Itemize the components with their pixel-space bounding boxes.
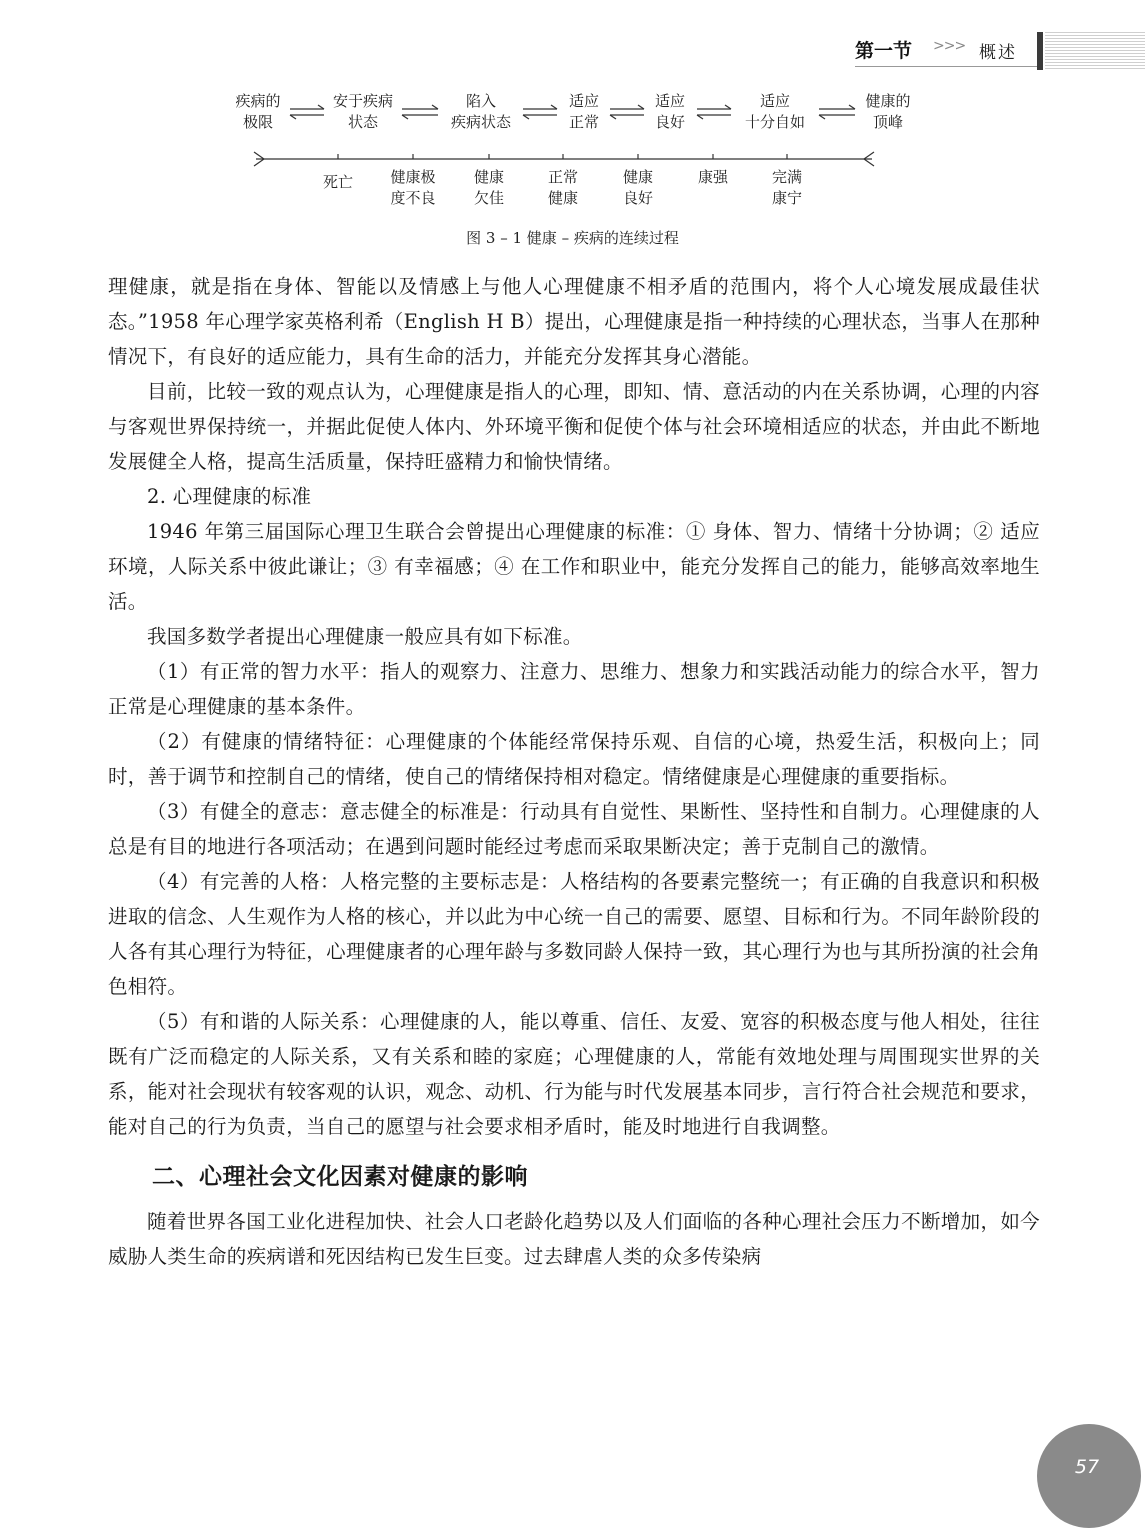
section-label: 第一节 — [855, 40, 913, 62]
paragraph: 理健康，就是指在身体、智能以及情感上与他人心理健康不相矛盾的范围内，将个人心境发展成最佳状态。”1958 年心理学家英格利希（English H B）提出，心理健康是指一种持续的心理状态，当事人在那种情况下，有良好的适应能力，具有生命的活力，并能充分发挥其身心潜能。 — [108, 275, 1040, 368]
tick-label-complete: 完满 康宁 — [771, 168, 802, 207]
tick-label-good: 健康 良好 — [622, 168, 653, 207]
list-item: （2）有健康的情绪特征：心理健康的个体能经常保持乐观、自信的心境，热爱生活，积极向上；同时，善于调节和控制自己的情绪，使自己的情绪保持相对稳定。情绪健康是心理健康的重要指标。 — [108, 730, 1040, 788]
health-continuum-figure — [0, 85, 1145, 260]
tick-label-strong: 康强 — [697, 168, 728, 186]
figure-caption: 图 3 – 1 健康 – 疾病的连续过程 — [466, 229, 679, 247]
tick-label-very-poor: 健康极 度不良 — [390, 168, 436, 207]
double-arrow-5 — [697, 105, 731, 119]
header-stripes — [1045, 32, 1145, 70]
double-arrow-2 — [402, 105, 438, 119]
state-settled-illness: 安于疾病 状态 — [332, 92, 393, 131]
page-number: 57 — [1074, 1456, 1100, 1478]
running-header — [855, 30, 1145, 68]
double-arrow-4 — [610, 105, 644, 119]
paragraph: 随着世界各国工业化进程加快、社会人口老龄化趋势以及人们面临的各种心理社会压力不断增加，如今威胁人类生命的疾病谱和死因结构已发生巨变。过去肆虐人类的众多传染病 — [108, 1210, 1040, 1268]
page-number-badge — [1037, 1424, 1141, 1528]
section-heading: 二、心理社会文化因素对健康的影响 — [152, 1164, 528, 1190]
state-adapt-normal: 适应 正常 — [568, 92, 599, 131]
paragraph: 1946 年第三届国际心理卫生联合会曾提出心理健康的标准：① 身体、智力、情绪十分协调；② 适应环境，人际关系中彼此谦让；③ 有幸福感；④ 在工作和职业中，能充分发挥自己的能力，能够高效率地生活。 — [108, 520, 1040, 613]
double-arrow-6 — [819, 105, 855, 119]
tick-label-death: 死亡 — [322, 173, 353, 191]
list-item: （4）有完善的人格：人格完整的主要标志是：人格结构的各要素完整统一；有正确的自我意识和积极进取的信念、人生观作为人格的核心，并以此为中心统一自己的需要、愿望、目标和行为。不同年龄阶段的人各有其心理行为特征，心理健康者的心理年龄与多数同龄人保持一致，其心理行为也与其所扮演的社会角色相符。 — [108, 870, 1040, 998]
tick-label-normal: 正常 健康 — [547, 168, 578, 207]
list-item: （3）有健全的意志：意志健全的标准是：行动具有自觉性、果断性、坚持性和自制力。心理健康的人总是有目的地进行各项活动；在遇到问题时能经过考虑而采取果断决定；善于克制自己的激情。 — [108, 800, 1040, 858]
paragraph: 目前，比较一致的观点认为，心理健康是指人的心理，即知、情、意活动的内在关系协调，心理的内容与客观世界保持统一，并据此促使人体内、外环境平衡和促使个体与社会环境相适应的状态，并由此不断地发展健全人格，提高生活质量，保持旺盛精力和愉快情绪。 — [108, 380, 1040, 473]
header-rule — [855, 66, 1037, 67]
state-falling-ill: 陷入 疾病状态 — [450, 92, 511, 131]
state-adapt-good: 适应 良好 — [654, 92, 685, 131]
state-adapt-ease: 适应 十分自如 — [744, 92, 805, 131]
list-item: （5）有和谐的人际关系：心理健康的人，能以尊重、信任、友爱、宽容的积极态度与他人相处，往往既有广泛而稳定的人际关系，又有关系和睦的家庭；心理健康的人，常能有效地处理与周围现实世界的关系，能对社会现状有较客观的认识，观念、动机、行为能与时代发展基本同步，言行符合社会规范和要求，能对自己的行为负责，当自己的愿望与社会要求相矛盾时，能及时地进行自我调整。 — [108, 1010, 1040, 1138]
subheading: 2. 心理健康的标准 — [147, 485, 312, 508]
paragraph: 我国多数学者提出心理健康一般应具有如下标准。 — [147, 625, 583, 648]
arrows-icon: >>> — [933, 38, 966, 54]
body-text — [108, 269, 1040, 1274]
state-disease-limit: 疾病的 极限 — [235, 92, 281, 131]
tick-label-poor: 健康 欠佳 — [473, 168, 504, 207]
double-arrow-1 — [290, 105, 324, 119]
state-health-peak: 健康的 顶峰 — [865, 92, 911, 131]
header-bar — [1037, 32, 1043, 70]
double-arrow-3 — [523, 105, 557, 119]
list-item: （1）有正常的智力水平：指人的观察力、注意力、思维力、想象力和实践活动能力的综合水平，智力正常是心理健康的基本条件。 — [108, 660, 1040, 718]
chapter-title: 概述 — [979, 43, 1017, 63]
